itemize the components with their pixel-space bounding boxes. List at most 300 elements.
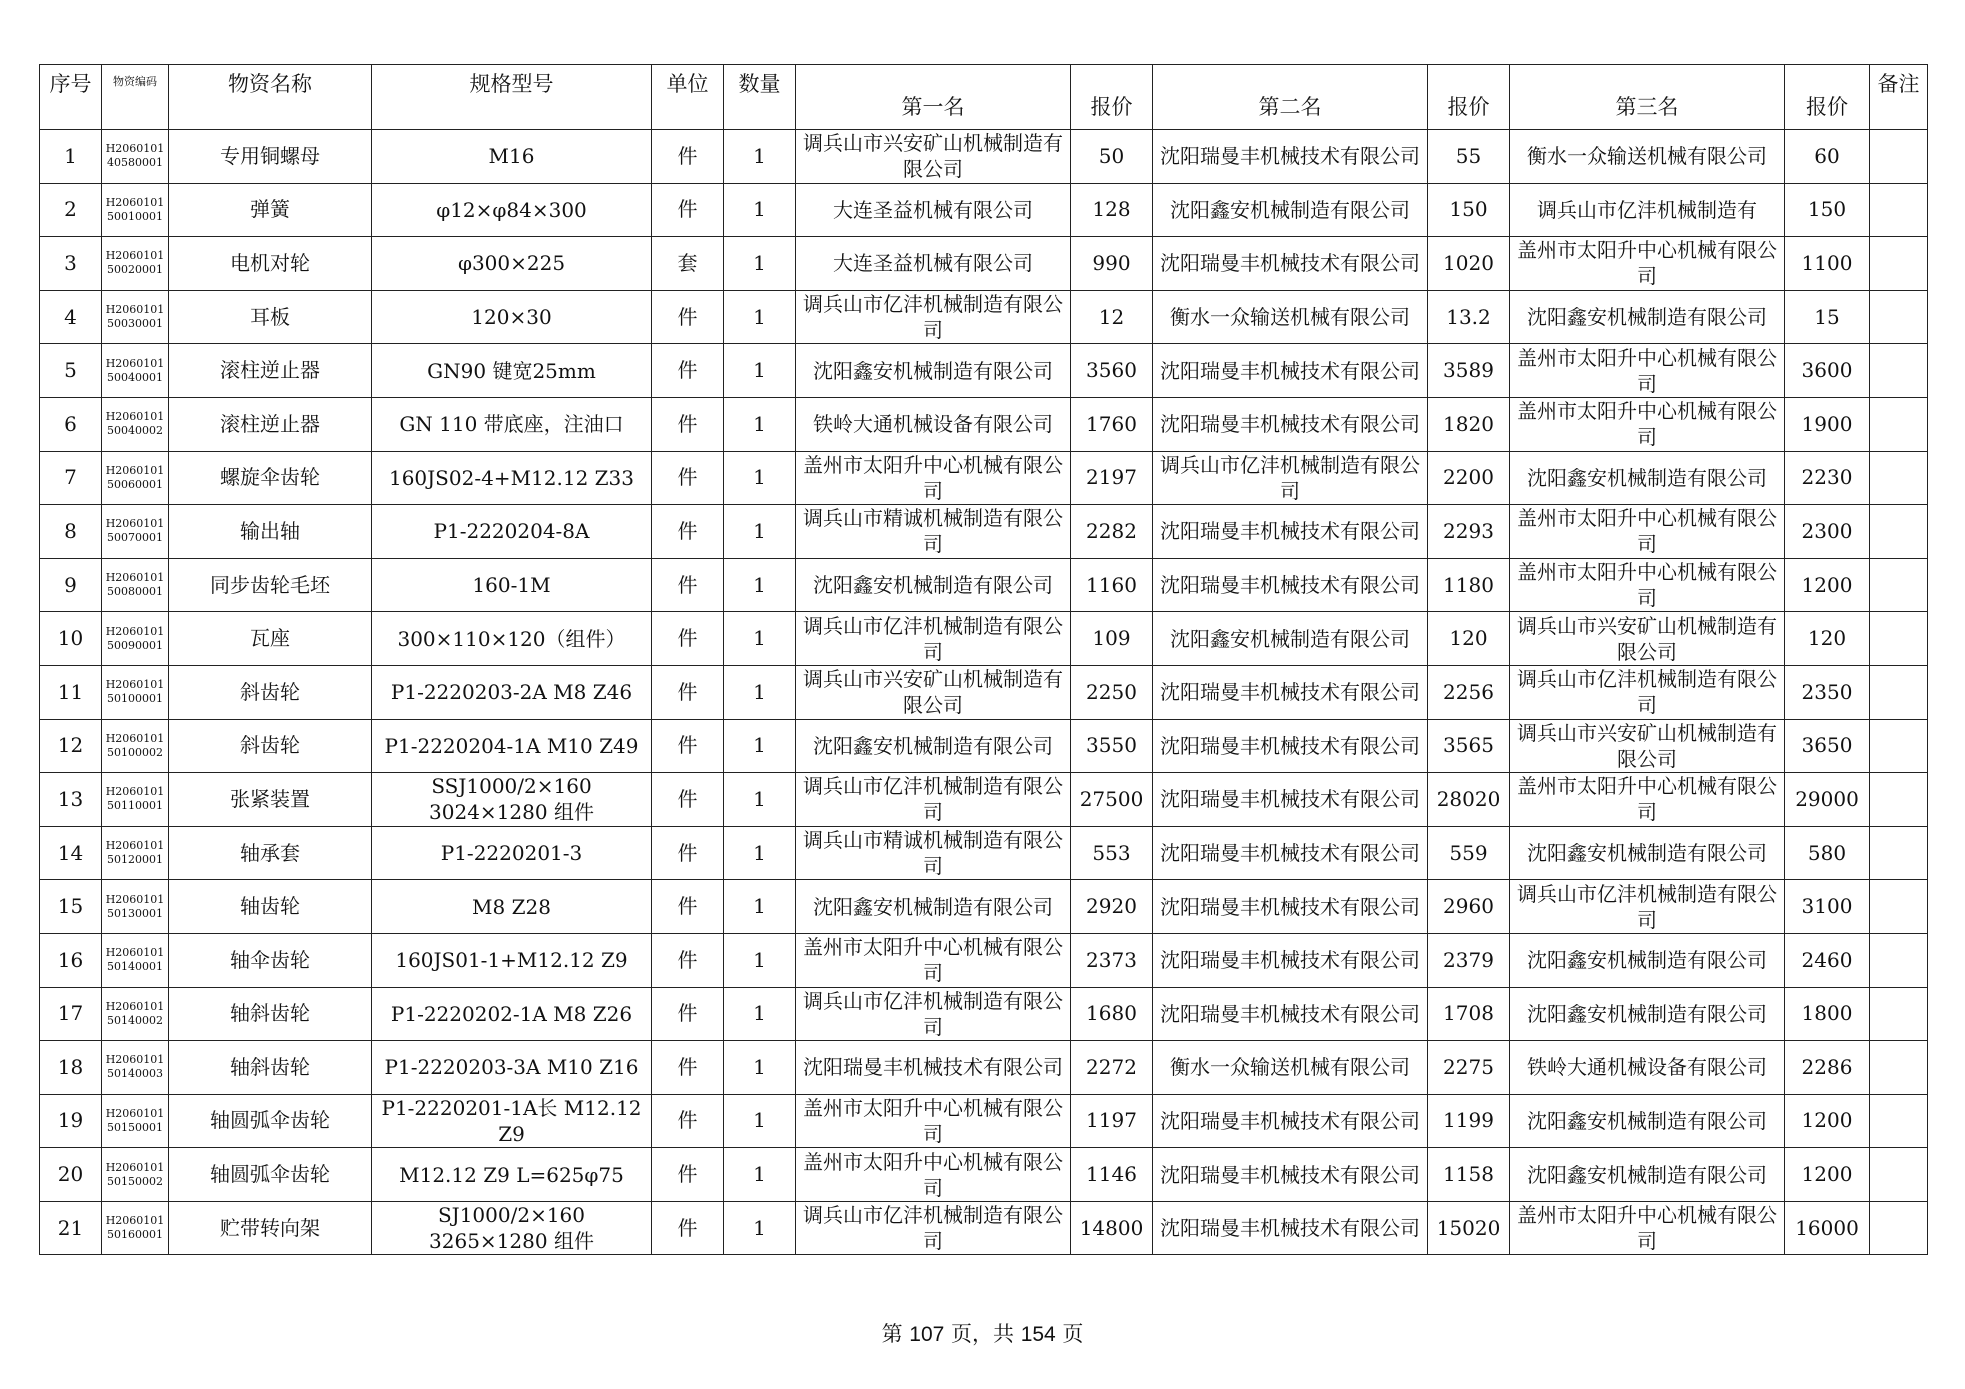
cell-name: 耳板: [169, 290, 372, 344]
cell-third-supplier: 铁岭大通机械设备有限公司: [1510, 1041, 1785, 1095]
cell-second-price: 1820: [1428, 397, 1510, 451]
cell-remark: [1870, 719, 1928, 773]
cell-code: H2060101 50160001: [102, 1201, 169, 1255]
cell-first-supplier: 沈阳鑫安机械制造有限公司: [796, 719, 1071, 773]
cell-unit: 件: [652, 1041, 724, 1095]
cell-remark: [1870, 665, 1928, 719]
table-row: [40, 1201, 1928, 1255]
cell-first-supplier: 沈阳瑞曼丰机械技术有限公司: [796, 1041, 1071, 1095]
cell-unit: 件: [652, 773, 724, 827]
header-price2: 报价: [1428, 65, 1510, 130]
cell-second-supplier: 沈阳瑞曼丰机械技术有限公司: [1153, 558, 1428, 612]
cell-third-price: 3100: [1785, 880, 1870, 934]
cell-remark: [1870, 183, 1928, 237]
cell-third-price: 3650: [1785, 719, 1870, 773]
cell-spec: P1-2220203-2A M8 Z46: [372, 665, 652, 719]
cell-spec: φ12×φ84×300: [372, 183, 652, 237]
cell-name: 输出轴: [169, 505, 372, 559]
cell-second-supplier: 沈阳瑞曼丰机械技术有限公司: [1153, 130, 1428, 184]
cell-third-price: 16000: [1785, 1201, 1870, 1255]
cell-code: H2060101 50120001: [102, 826, 169, 880]
cell-remark: [1870, 344, 1928, 398]
cell-qty: 1: [724, 397, 796, 451]
cell-first-supplier: 调兵山市亿沣机械制造有限公司: [796, 612, 1071, 666]
table-row: [40, 773, 1928, 827]
cell-second-supplier: 沈阳瑞曼丰机械技术有限公司: [1153, 880, 1428, 934]
cell-seq: 17: [40, 987, 102, 1041]
cell-code: H2060101 50010001: [102, 183, 169, 237]
cell-remark: [1870, 987, 1928, 1041]
cell-name: 弹簧: [169, 183, 372, 237]
cell-code: H2060101 50140001: [102, 933, 169, 987]
cell-second-supplier: 沈阳瑞曼丰机械技术有限公司: [1153, 237, 1428, 291]
cell-third-price: 2230: [1785, 451, 1870, 505]
cell-third-supplier: 衡水一众输送机械有限公司: [1510, 130, 1785, 184]
cell-spec: M12.12 Z9 L=625φ75: [372, 1148, 652, 1202]
cell-second-price: 28020: [1428, 773, 1510, 827]
footer-page-number: 107: [909, 1323, 945, 1346]
cell-seq: 1: [40, 130, 102, 184]
table-row: [40, 1094, 1928, 1148]
cell-qty: 1: [724, 183, 796, 237]
cell-qty: 1: [724, 1148, 796, 1202]
cell-remark: [1870, 397, 1928, 451]
cell-third-supplier: 沈阳鑫安机械制造有限公司: [1510, 1094, 1785, 1148]
table-row: [40, 1148, 1928, 1202]
cell-code: H2060101 50060001: [102, 451, 169, 505]
footer-prefix: 第: [881, 1322, 903, 1346]
cell-name: 轴斜齿轮: [169, 987, 372, 1041]
table-row: [40, 397, 1928, 451]
cell-second-price: 1199: [1428, 1094, 1510, 1148]
cell-remark: [1870, 237, 1928, 291]
cell-spec: P1-2220203-3A M10 Z16: [372, 1041, 652, 1095]
cell-qty: 1: [724, 987, 796, 1041]
cell-first-supplier: 大连圣益机械有限公司: [796, 183, 1071, 237]
cell-name: 螺旋伞齿轮: [169, 451, 372, 505]
cell-seq: 18: [40, 1041, 102, 1095]
table-row: [40, 290, 1928, 344]
cell-second-supplier: 沈阳瑞曼丰机械技术有限公司: [1153, 1201, 1428, 1255]
cell-second-supplier: 沈阳鑫安机械制造有限公司: [1153, 612, 1428, 666]
cell-spec: 300×110×120（组件）: [372, 612, 652, 666]
cell-first-price: 27500: [1071, 773, 1153, 827]
cell-third-price: 1100: [1785, 237, 1870, 291]
header-price3: 报价: [1785, 65, 1870, 130]
cell-second-price: 559: [1428, 826, 1510, 880]
cell-second-supplier: 沈阳瑞曼丰机械技术有限公司: [1153, 826, 1428, 880]
cell-third-supplier: 盖州市太阳升中心机械有限公司: [1510, 558, 1785, 612]
cell-name: 轴圆弧伞齿轮: [169, 1094, 372, 1148]
cell-code: H2060101 50080001: [102, 558, 169, 612]
header-remark: 备注: [1870, 65, 1928, 130]
footer-total-pages: 154: [1020, 1323, 1056, 1346]
cell-third-supplier: 沈阳鑫安机械制造有限公司: [1510, 1148, 1785, 1202]
cell-name: 滚柱逆止器: [169, 397, 372, 451]
cell-spec: P1-2220201-1A长 M12.12 Z9: [372, 1094, 652, 1148]
cell-unit: 件: [652, 397, 724, 451]
cell-third-price: 1800: [1785, 987, 1870, 1041]
cell-remark: [1870, 612, 1928, 666]
cell-qty: 1: [724, 719, 796, 773]
cell-qty: 1: [724, 1041, 796, 1095]
cell-remark: [1870, 933, 1928, 987]
cell-seq: 8: [40, 505, 102, 559]
cell-first-price: 553: [1071, 826, 1153, 880]
cell-second-price: 2293: [1428, 505, 1510, 559]
cell-second-price: 1020: [1428, 237, 1510, 291]
cell-qty: 1: [724, 1201, 796, 1255]
cell-qty: 1: [724, 1094, 796, 1148]
cell-spec: 120×30: [372, 290, 652, 344]
cell-first-price: 50: [1071, 130, 1153, 184]
cell-qty: 1: [724, 933, 796, 987]
cell-second-price: 1708: [1428, 987, 1510, 1041]
cell-third-supplier: 沈阳鑫安机械制造有限公司: [1510, 933, 1785, 987]
cell-first-supplier: 调兵山市亿沣机械制造有限公司: [796, 773, 1071, 827]
cell-spec: M8 Z28: [372, 880, 652, 934]
cell-seq: 10: [40, 612, 102, 666]
cell-third-price: 1900: [1785, 397, 1870, 451]
cell-second-supplier: 沈阳瑞曼丰机械技术有限公司: [1153, 987, 1428, 1041]
cell-seq: 14: [40, 826, 102, 880]
cell-qty: 1: [724, 130, 796, 184]
cell-unit: 件: [652, 1201, 724, 1255]
cell-seq: 20: [40, 1148, 102, 1202]
cell-seq: 4: [40, 290, 102, 344]
cell-second-price: 1158: [1428, 1148, 1510, 1202]
cell-first-supplier: 调兵山市亿沣机械制造有限公司: [796, 987, 1071, 1041]
cell-qty: 1: [724, 505, 796, 559]
header-seq: 序号: [40, 65, 102, 130]
cell-qty: 1: [724, 237, 796, 291]
cell-spec: φ300×225: [372, 237, 652, 291]
cell-first-price: 109: [1071, 612, 1153, 666]
cell-first-price: 2272: [1071, 1041, 1153, 1095]
cell-spec: SJ1000/2×160 3265×1280 组件: [372, 1201, 652, 1255]
cell-remark: [1870, 773, 1928, 827]
header-spec: 规格型号: [372, 65, 652, 130]
cell-second-price: 120: [1428, 612, 1510, 666]
cell-qty: 1: [724, 773, 796, 827]
cell-seq: 12: [40, 719, 102, 773]
cell-code: H2060101 50070001: [102, 505, 169, 559]
cell-third-supplier: 调兵山市亿沣机械制造有限公司: [1510, 665, 1785, 719]
cell-second-supplier: 沈阳瑞曼丰机械技术有限公司: [1153, 933, 1428, 987]
cell-second-price: 2256: [1428, 665, 1510, 719]
cell-first-supplier: 调兵山市亿沣机械制造有限公司: [796, 1201, 1071, 1255]
cell-third-price: 15: [1785, 290, 1870, 344]
cell-unit: 件: [652, 826, 724, 880]
table-row: [40, 183, 1928, 237]
cell-first-supplier: 沈阳鑫安机械制造有限公司: [796, 344, 1071, 398]
cell-remark: [1870, 880, 1928, 934]
cell-third-price: 1200: [1785, 558, 1870, 612]
cell-code: H2060101 50130001: [102, 880, 169, 934]
cell-code: H2060101 50140002: [102, 987, 169, 1041]
cell-name: 斜齿轮: [169, 665, 372, 719]
cell-third-supplier: 调兵山市兴安矿山机械制造有限公司: [1510, 719, 1785, 773]
cell-remark: [1870, 1148, 1928, 1202]
table-row: [40, 558, 1928, 612]
cell-qty: 1: [724, 826, 796, 880]
cell-third-supplier: 沈阳鑫安机械制造有限公司: [1510, 451, 1785, 505]
cell-remark: [1870, 505, 1928, 559]
cell-code: H2060101 40580001: [102, 130, 169, 184]
cell-code: H2060101 50030001: [102, 290, 169, 344]
cell-unit: 件: [652, 719, 724, 773]
cell-first-supplier: 盖州市太阳升中心机械有限公司: [796, 933, 1071, 987]
header-name: 物资名称: [169, 65, 372, 130]
cell-second-supplier: 沈阳瑞曼丰机械技术有限公司: [1153, 1094, 1428, 1148]
cell-second-supplier: 沈阳瑞曼丰机械技术有限公司: [1153, 719, 1428, 773]
cell-unit: 件: [652, 880, 724, 934]
cell-first-supplier: 调兵山市兴安矿山机械制造有限公司: [796, 665, 1071, 719]
cell-third-supplier: 调兵山市亿沣机械制造有限公司: [1510, 880, 1785, 934]
cell-third-price: 29000: [1785, 773, 1870, 827]
cell-second-supplier: 沈阳鑫安机械制造有限公司: [1153, 183, 1428, 237]
cell-third-price: 2286: [1785, 1041, 1870, 1095]
cell-first-supplier: 盖州市太阳升中心机械有限公司: [796, 1094, 1071, 1148]
cell-second-price: 13.2: [1428, 290, 1510, 344]
cell-seq: 11: [40, 665, 102, 719]
table-body: [40, 130, 1928, 1255]
header-unit: 单位: [652, 65, 724, 130]
cell-name: 轴圆弧伞齿轮: [169, 1148, 372, 1202]
cell-third-supplier: 盖州市太阳升中心机械有限公司: [1510, 344, 1785, 398]
table-row: [40, 612, 1928, 666]
cell-first-supplier: 盖州市太阳升中心机械有限公司: [796, 451, 1071, 505]
cell-first-supplier: 大连圣益机械有限公司: [796, 237, 1071, 291]
cell-name: 专用铜螺母: [169, 130, 372, 184]
cell-name: 轴伞齿轮: [169, 933, 372, 987]
cell-seq: 19: [40, 1094, 102, 1148]
cell-code: H2060101 50150002: [102, 1148, 169, 1202]
cell-second-price: 1180: [1428, 558, 1510, 612]
cell-unit: 件: [652, 130, 724, 184]
cell-second-price: 3565: [1428, 719, 1510, 773]
cell-seq: 16: [40, 933, 102, 987]
cell-third-price: 60: [1785, 130, 1870, 184]
cell-third-supplier: 调兵山市亿沣机械制造有: [1510, 183, 1785, 237]
cell-second-supplier: 衡水一众输送机械有限公司: [1153, 290, 1428, 344]
cell-name: 滚柱逆止器: [169, 344, 372, 398]
cell-third-price: 1200: [1785, 1094, 1870, 1148]
cell-unit: 件: [652, 451, 724, 505]
cell-third-supplier: 盖州市太阳升中心机械有限公司: [1510, 397, 1785, 451]
cell-second-price: 2379: [1428, 933, 1510, 987]
cell-second-supplier: 沈阳瑞曼丰机械技术有限公司: [1153, 665, 1428, 719]
cell-second-price: 2275: [1428, 1041, 1510, 1095]
table-row: [40, 665, 1928, 719]
cell-first-price: 12: [1071, 290, 1153, 344]
cell-qty: 1: [724, 451, 796, 505]
cell-second-supplier: 沈阳瑞曼丰机械技术有限公司: [1153, 344, 1428, 398]
cell-spec: P1-2220204-8A: [372, 505, 652, 559]
cell-third-price: 580: [1785, 826, 1870, 880]
cell-seq: 13: [40, 773, 102, 827]
cell-second-supplier: 沈阳瑞曼丰机械技术有限公司: [1153, 1148, 1428, 1202]
cell-code: H2060101 50020001: [102, 237, 169, 291]
cell-third-supplier: 盖州市太阳升中心机械有限公司: [1510, 505, 1785, 559]
cell-third-supplier: 沈阳鑫安机械制造有限公司: [1510, 987, 1785, 1041]
cell-name: 张紧装置: [169, 773, 372, 827]
cell-code: H2060101 50040001: [102, 344, 169, 398]
cell-seq: 7: [40, 451, 102, 505]
cell-remark: [1870, 1094, 1928, 1148]
cell-third-price: 120: [1785, 612, 1870, 666]
cell-unit: 件: [652, 505, 724, 559]
cell-name: 电机对轮: [169, 237, 372, 291]
cell-first-supplier: 调兵山市亿沣机械制造有限公司: [796, 290, 1071, 344]
cell-third-price: 2300: [1785, 505, 1870, 559]
cell-remark: [1870, 451, 1928, 505]
cell-code: H2060101 50090001: [102, 612, 169, 666]
cell-unit: 件: [652, 1094, 724, 1148]
cell-seq: 6: [40, 397, 102, 451]
cell-name: 贮带转向架: [169, 1201, 372, 1255]
cell-second-supplier: 沈阳瑞曼丰机械技术有限公司: [1153, 397, 1428, 451]
cell-spec: 160JS01-1+M12.12 Z9: [372, 933, 652, 987]
table-row: [40, 237, 1928, 291]
table-row: [40, 451, 1928, 505]
cell-third-price: 2460: [1785, 933, 1870, 987]
cell-name: 轴齿轮: [169, 880, 372, 934]
cell-first-price: 128: [1071, 183, 1153, 237]
cell-third-price: 150: [1785, 183, 1870, 237]
table-row: [40, 880, 1928, 934]
cell-code: H2060101 50140003: [102, 1041, 169, 1095]
cell-name: 同步齿轮毛坯: [169, 558, 372, 612]
cell-name: 轴承套: [169, 826, 372, 880]
table-row: [40, 344, 1928, 398]
cell-second-price: 2200: [1428, 451, 1510, 505]
cell-remark: [1870, 826, 1928, 880]
cell-remark: [1870, 1041, 1928, 1095]
cell-spec: P1-2220202-1A M8 Z26: [372, 987, 652, 1041]
cell-first-price: 1146: [1071, 1148, 1153, 1202]
cell-second-supplier: 调兵山市亿沣机械制造有限公司: [1153, 451, 1428, 505]
page-footer: [0, 1318, 1965, 1348]
cell-spec: GN90 键宽25mm: [372, 344, 652, 398]
cell-third-supplier: 沈阳鑫安机械制造有限公司: [1510, 290, 1785, 344]
table-row: [40, 719, 1928, 773]
header-third: 第三名: [1510, 65, 1785, 130]
header-second: 第二名: [1153, 65, 1428, 130]
cell-unit: 件: [652, 183, 724, 237]
cell-first-supplier: 沈阳鑫安机械制造有限公司: [796, 880, 1071, 934]
cell-unit: 件: [652, 933, 724, 987]
cell-third-supplier: 沈阳鑫安机械制造有限公司: [1510, 826, 1785, 880]
table-row: [40, 933, 1928, 987]
cell-first-price: 1680: [1071, 987, 1153, 1041]
cell-name: 斜齿轮: [169, 719, 372, 773]
cell-qty: 1: [724, 290, 796, 344]
cell-second-price: 55: [1428, 130, 1510, 184]
table-row: [40, 1041, 1928, 1095]
cell-qty: 1: [724, 344, 796, 398]
cell-spec: 160JS02-4+M12.12 Z33: [372, 451, 652, 505]
table-row: [40, 826, 1928, 880]
header-first: 第一名: [796, 65, 1071, 130]
cell-first-price: 1197: [1071, 1094, 1153, 1148]
cell-seq: 15: [40, 880, 102, 934]
cell-unit: 套: [652, 237, 724, 291]
cell-first-price: 1760: [1071, 397, 1153, 451]
cell-first-supplier: 盖州市太阳升中心机械有限公司: [796, 1148, 1071, 1202]
cell-code: H2060101 50100001: [102, 665, 169, 719]
cell-second-price: 3589: [1428, 344, 1510, 398]
cell-qty: 1: [724, 880, 796, 934]
cell-second-supplier: 沈阳瑞曼丰机械技术有限公司: [1153, 773, 1428, 827]
table-row: [40, 505, 1928, 559]
cell-spec: P1-2220204-1A M10 Z49: [372, 719, 652, 773]
cell-code: H2060101 50100002: [102, 719, 169, 773]
cell-second-price: 2960: [1428, 880, 1510, 934]
cell-first-price: 3560: [1071, 344, 1153, 398]
cell-name: 轴斜齿轮: [169, 1041, 372, 1095]
cell-qty: 1: [724, 612, 796, 666]
cell-third-supplier: 盖州市太阳升中心机械有限公司: [1510, 237, 1785, 291]
cell-unit: 件: [652, 612, 724, 666]
cell-second-price: 15020: [1428, 1201, 1510, 1255]
cell-third-price: 1200: [1785, 1148, 1870, 1202]
cell-first-supplier: 调兵山市兴安矿山机械制造有限公司: [796, 130, 1071, 184]
cell-code: H2060101 50110001: [102, 773, 169, 827]
cell-seq: 3: [40, 237, 102, 291]
cell-first-price: 2250: [1071, 665, 1153, 719]
header-qty: 数量: [724, 65, 796, 130]
cell-second-supplier: 沈阳瑞曼丰机械技术有限公司: [1153, 505, 1428, 559]
quotation-table: [39, 64, 1928, 1255]
cell-first-price: 3550: [1071, 719, 1153, 773]
cell-name: 瓦座: [169, 612, 372, 666]
cell-seq: 5: [40, 344, 102, 398]
cell-seq: 2: [40, 183, 102, 237]
cell-third-supplier: 调兵山市兴安矿山机械制造有限公司: [1510, 612, 1785, 666]
cell-first-supplier: 铁岭大通机械设备有限公司: [796, 397, 1071, 451]
cell-seq: 9: [40, 558, 102, 612]
cell-first-price: 1160: [1071, 558, 1153, 612]
cell-first-price: 14800: [1071, 1201, 1153, 1255]
cell-code: H2060101 50040002: [102, 397, 169, 451]
cell-spec: SSJ1000/2×160 3024×1280 组件: [372, 773, 652, 827]
cell-first-price: 2197: [1071, 451, 1153, 505]
table-row: [40, 987, 1928, 1041]
footer-suffix: 页: [1062, 1322, 1084, 1346]
cell-spec: GN 110 带底座，注油口: [372, 397, 652, 451]
cell-code: H2060101 50150001: [102, 1094, 169, 1148]
cell-spec: M16: [372, 130, 652, 184]
cell-remark: [1870, 290, 1928, 344]
cell-first-supplier: 调兵山市精诚机械制造有限公司: [796, 826, 1071, 880]
cell-seq: 21: [40, 1201, 102, 1255]
cell-remark: [1870, 558, 1928, 612]
cell-first-price: 2920: [1071, 880, 1153, 934]
cell-unit: 件: [652, 987, 724, 1041]
cell-unit: 件: [652, 558, 724, 612]
cell-first-price: 2282: [1071, 505, 1153, 559]
cell-qty: 1: [724, 558, 796, 612]
cell-third-price: 3600: [1785, 344, 1870, 398]
cell-third-supplier: 盖州市太阳升中心机械有限公司: [1510, 773, 1785, 827]
cell-first-supplier: 沈阳鑫安机械制造有限公司: [796, 558, 1071, 612]
cell-second-supplier: 衡水一众输送机械有限公司: [1153, 1041, 1428, 1095]
cell-unit: 件: [652, 1148, 724, 1202]
header-price1: 报价: [1071, 65, 1153, 130]
cell-first-price: 990: [1071, 237, 1153, 291]
cell-unit: 件: [652, 290, 724, 344]
